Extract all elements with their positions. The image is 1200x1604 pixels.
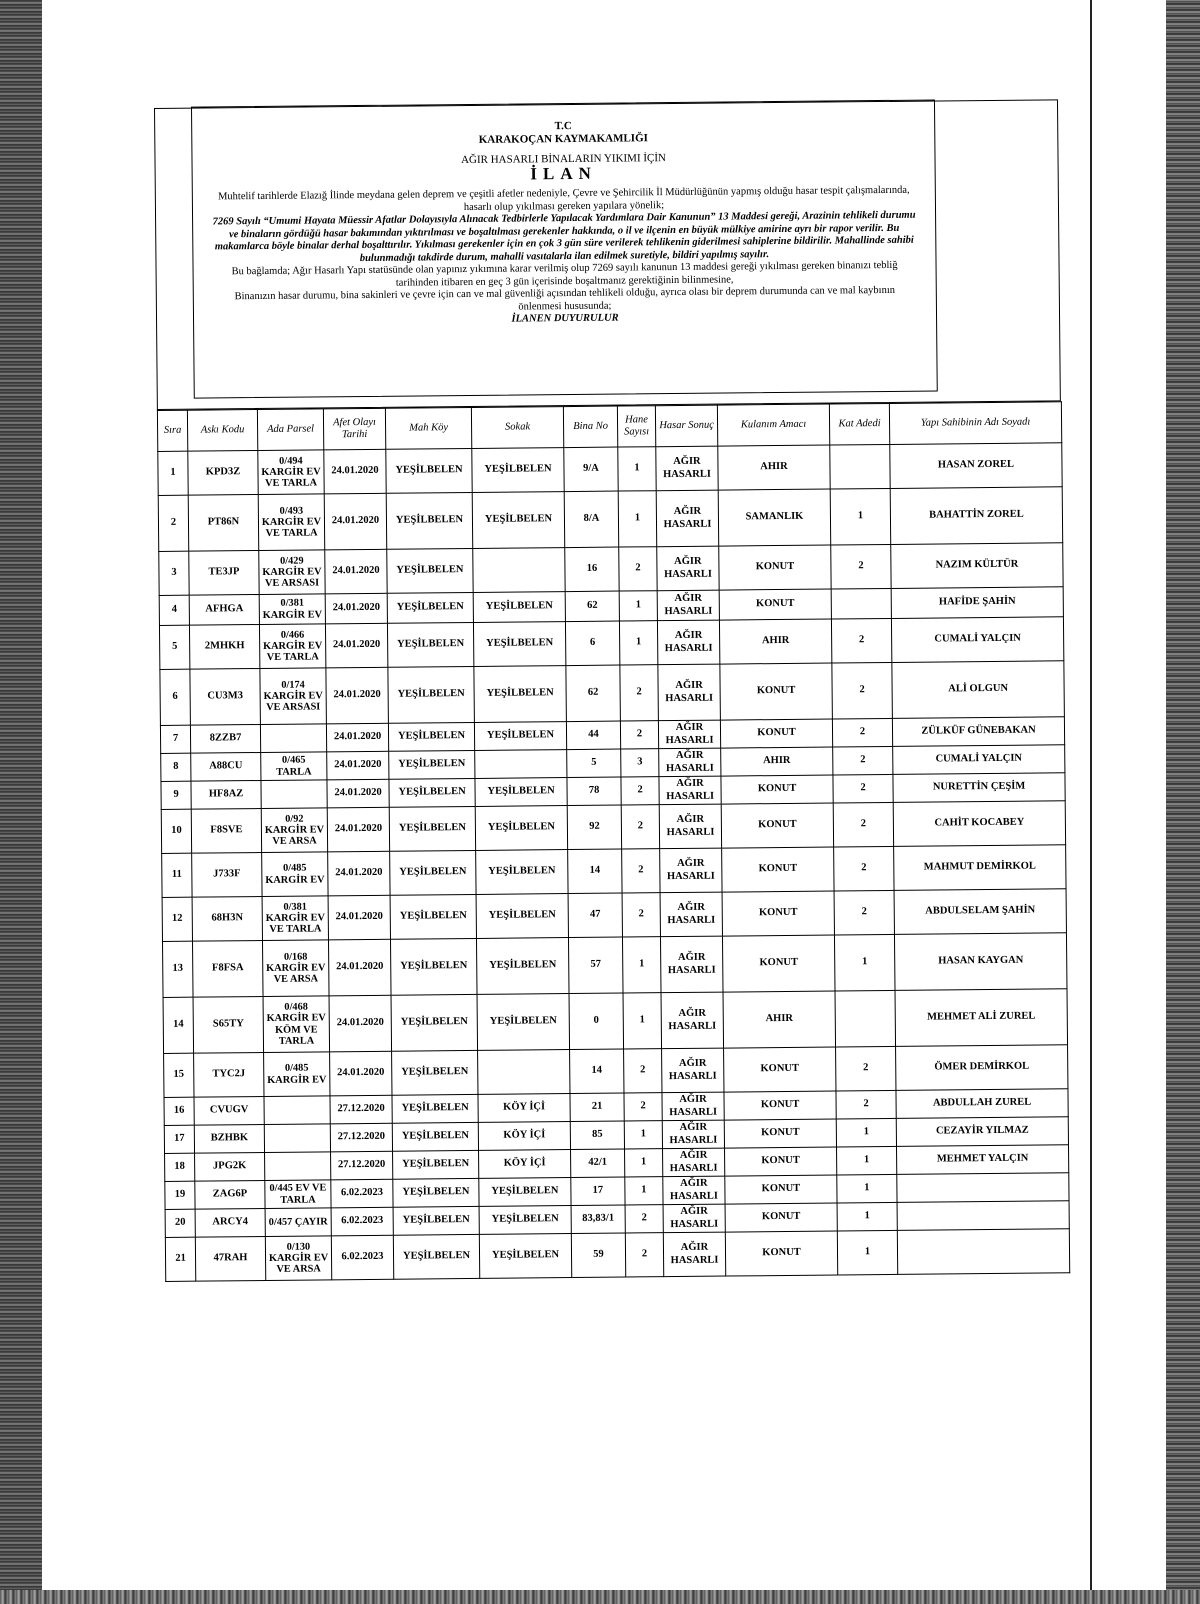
table-cell: 3 bbox=[159, 551, 189, 595]
table-cell: 2 bbox=[625, 1205, 663, 1233]
column-header: Sokak bbox=[471, 407, 563, 449]
table-cell: AĞIR HASARLI bbox=[662, 1120, 724, 1149]
table-cell bbox=[831, 588, 891, 619]
table-cell: YEŞİLBELEN bbox=[390, 894, 476, 939]
scan-border-right bbox=[1166, 0, 1200, 1604]
table-cell: 2 bbox=[620, 665, 659, 721]
table-cell: KONUT bbox=[722, 847, 834, 892]
table-cell: ÖMER DEMİRKOL bbox=[896, 1045, 1068, 1091]
table-cell: 2 bbox=[622, 849, 660, 893]
table-cell: 16 bbox=[164, 1097, 194, 1125]
table-cell: 2 bbox=[834, 890, 894, 935]
table-cell: 0/92 KARGİR EV VE ARSA bbox=[261, 808, 327, 853]
table-cell: 1 bbox=[836, 1118, 896, 1147]
table-cell: 24.01.2020 bbox=[330, 1051, 392, 1096]
table-cell: 4 bbox=[159, 595, 189, 625]
table-cell bbox=[264, 1124, 330, 1153]
table-cell: AHIR bbox=[723, 991, 836, 1048]
table-cell: 27.12.2020 bbox=[330, 1095, 392, 1124]
table-cell: 1 bbox=[622, 937, 661, 993]
table-cell: 0/168 KARGİR EV VE ARSA bbox=[262, 940, 329, 997]
table-cell: 10 bbox=[161, 809, 191, 853]
table-cell: 18 bbox=[165, 1153, 195, 1181]
table-cell: 2 bbox=[833, 746, 893, 775]
table-cell: YEŞİLBELEN bbox=[476, 894, 568, 939]
table-cell: 42/1 bbox=[571, 1149, 625, 1178]
table-cell: 27.12.2020 bbox=[331, 1151, 393, 1180]
table-cell: KONUT bbox=[720, 663, 833, 720]
table-cell: 1 bbox=[837, 1174, 897, 1203]
table-body bbox=[158, 443, 1070, 1282]
table-cell: AHIR bbox=[718, 445, 830, 490]
table-cell: AĞIR HASARLI bbox=[659, 776, 721, 805]
table-cell: 0/493 KARGİR EV VE TARLA bbox=[258, 494, 325, 551]
table-cell: 0/429 KARGİR EV VE ARSASI bbox=[259, 550, 325, 595]
table-cell: 24.01.2020 bbox=[325, 593, 387, 624]
table-cell: 24.01.2020 bbox=[328, 939, 391, 996]
table-cell: NURETTİN ÇEŞİM bbox=[893, 773, 1065, 803]
column-header: Kat Adedi bbox=[829, 403, 889, 445]
table-cell: 1 bbox=[625, 1177, 663, 1205]
table-cell bbox=[475, 750, 567, 779]
table-cell bbox=[260, 724, 326, 753]
table-cell: KÖY İÇİ bbox=[478, 1094, 570, 1123]
table-cell: AĞIR HASARLI bbox=[660, 892, 722, 937]
table-cell: 8 bbox=[161, 753, 191, 781]
table-cell: 19 bbox=[165, 1181, 195, 1209]
table-cell bbox=[264, 1096, 330, 1125]
table-cell: 83,83/1 bbox=[571, 1205, 625, 1234]
column-header: Bina No bbox=[563, 406, 617, 448]
column-header: Ada Parsel bbox=[257, 409, 323, 451]
table-cell: 2 bbox=[831, 544, 891, 589]
table-cell: KONUT bbox=[722, 891, 834, 936]
table-cell: AHIR bbox=[719, 619, 831, 664]
table-cell: YEŞİLBELEN bbox=[473, 622, 565, 667]
table-cell: AĞIR HASARLI bbox=[663, 1232, 725, 1277]
table-cell: YEŞİLBELEN bbox=[388, 666, 475, 723]
table-cell bbox=[897, 1229, 1069, 1275]
table-cell: KONUT bbox=[719, 545, 831, 590]
notice-subtitle: AĞIR HASARLI BİNALARIN YIKIMI İÇİN bbox=[460, 152, 667, 167]
table-cell: ABDULLAH ZUREL bbox=[896, 1089, 1068, 1119]
paper-edge-line bbox=[1090, 0, 1092, 1590]
table-cell: YEŞİLBELEN bbox=[389, 750, 475, 779]
demolition-table bbox=[157, 401, 1070, 1282]
table-cell: 2 bbox=[622, 893, 660, 937]
table-cell: 2 bbox=[832, 662, 893, 719]
table-cell: 0/485 KARGİR EV bbox=[264, 1052, 330, 1097]
table-cell: JPG2K bbox=[195, 1152, 265, 1181]
table-cell: KONUT bbox=[725, 1175, 837, 1204]
table-cell: YEŞİLBELEN bbox=[386, 492, 473, 549]
header-frame bbox=[154, 99, 1061, 410]
table-cell: AĞIR HASARLI bbox=[657, 590, 719, 621]
table-cell: AĞIR HASARLI bbox=[660, 848, 722, 893]
table-cell: YEŞİLBELEN bbox=[390, 850, 476, 895]
column-header: Hasar Sonuç bbox=[655, 405, 717, 447]
table-cell: 0/381 KARGİR EV bbox=[259, 594, 325, 625]
table-cell: 2 bbox=[833, 774, 893, 803]
table-cell: 2MHKH bbox=[189, 625, 259, 670]
column-header: Kulanım Amacı bbox=[717, 404, 829, 446]
table-cell: YEŞİLBELEN bbox=[479, 1206, 571, 1235]
table-cell: 0 bbox=[569, 993, 624, 1050]
column-header: Sıra bbox=[157, 410, 187, 451]
table-cell: KONUT bbox=[724, 1091, 836, 1120]
table-cell: HASAN ZOREL bbox=[890, 443, 1062, 489]
table-cell: 0/457 ÇAYIR bbox=[265, 1208, 331, 1237]
table-cell: YEŞİLBELEN bbox=[387, 592, 473, 623]
table-cell: 6 bbox=[565, 621, 619, 666]
table-cell: 1 bbox=[625, 1149, 663, 1177]
table-cell: YEŞİLBELEN bbox=[393, 1178, 479, 1207]
table-cell: AĞIR HASARLI bbox=[663, 1176, 725, 1205]
table-cell: CU3M3 bbox=[190, 669, 261, 726]
table-cell: 8/A bbox=[564, 491, 619, 548]
table-cell: 13 bbox=[163, 941, 194, 997]
table-cell: 2 bbox=[619, 547, 657, 591]
notice-title: İLAN bbox=[530, 163, 597, 183]
table-cell: KPD3Z bbox=[188, 451, 258, 496]
table-cell: 1 bbox=[619, 591, 657, 621]
table-cell: 2 bbox=[624, 1093, 662, 1121]
table-cell: 15 bbox=[164, 1053, 194, 1097]
table-cell: AĞIR HASARLI bbox=[656, 490, 719, 547]
table-cell: 17 bbox=[571, 1177, 625, 1206]
notice-authority: KARAKOÇAN KAYMAKAMLIĞI bbox=[478, 131, 648, 146]
table-cell: 24.01.2020 bbox=[327, 807, 389, 852]
table-cell: NAZIM KÜLTÜR bbox=[891, 543, 1063, 589]
table-cell bbox=[897, 1173, 1069, 1203]
table-cell: 2 bbox=[833, 802, 893, 847]
table-cell: 0/494 KARGİR EV VE TARLA bbox=[258, 450, 324, 495]
table-cell: 24.01.2020 bbox=[325, 623, 387, 668]
table-cell: KONUT bbox=[724, 1047, 836, 1092]
table-cell: YEŞİLBELEN bbox=[473, 592, 565, 623]
table-cell: 1 bbox=[837, 1146, 897, 1175]
table-cell bbox=[473, 548, 565, 593]
table-cell: 24.01.2020 bbox=[326, 723, 388, 752]
table-cell: 6.02.2023 bbox=[331, 1207, 393, 1236]
table-cell: 0/445 EV VE TARLA bbox=[265, 1180, 331, 1209]
table-cell: 2 bbox=[831, 618, 891, 663]
table-cell: 47 bbox=[568, 893, 622, 938]
table-cell: YEŞİLBELEN bbox=[472, 492, 565, 549]
table-cell: YEŞİLBELEN bbox=[389, 778, 475, 807]
table-cell: YEŞİLBELEN bbox=[387, 548, 473, 593]
table-cell: 1 bbox=[618, 491, 657, 547]
table-cell: TE3JP bbox=[189, 551, 259, 596]
table-cell: KONUT bbox=[719, 589, 831, 620]
table-cell: 2 bbox=[836, 1090, 896, 1119]
table-cell: 24.01.2020 bbox=[326, 667, 389, 724]
table-cell: A88CU bbox=[191, 753, 261, 782]
table-cell: 14 bbox=[570, 1049, 624, 1094]
table-cell: 78 bbox=[567, 777, 621, 806]
table-cell: 1 bbox=[619, 621, 657, 665]
table-cell: MEHMET ALİ ZUREL bbox=[895, 989, 1068, 1047]
table-cell: YEŞİLBELEN bbox=[472, 448, 564, 493]
table-cell: YEŞİLBELEN bbox=[389, 806, 475, 851]
table-cell: 11 bbox=[162, 853, 192, 897]
table-cell: YEŞİLBELEN bbox=[477, 994, 570, 1051]
table-cell: YEŞİLBELEN bbox=[387, 622, 473, 667]
table-row bbox=[160, 661, 1064, 726]
table-cell: 0/466 KARGİR EV VE TARLA bbox=[259, 624, 325, 669]
table-cell: AĞIR HASARLI bbox=[659, 804, 721, 849]
table-cell: 14 bbox=[568, 849, 622, 894]
table-cell: 1 bbox=[834, 934, 895, 991]
table-cell: YEŞİLBELEN bbox=[474, 666, 567, 723]
table-cell: 1 bbox=[837, 1202, 897, 1231]
table-cell: HF8AZ bbox=[191, 781, 261, 810]
table-cell: AFHGA bbox=[189, 595, 259, 626]
table-cell: CAHİT KOCABEY bbox=[893, 801, 1065, 847]
table-cell: YEŞİLBELEN bbox=[391, 994, 478, 1051]
notice-line-tc: T.C bbox=[554, 119, 572, 133]
table-cell: AĞIR HASARLI bbox=[657, 546, 719, 591]
table-cell: YEŞİLBELEN bbox=[393, 1234, 479, 1279]
table-cell: KONUT bbox=[725, 1203, 837, 1232]
table-cell: 6.02.2023 bbox=[331, 1179, 393, 1208]
table-cell: 0/465 TARLA bbox=[261, 752, 327, 781]
table-cell: 2 bbox=[158, 495, 189, 551]
table-cell: 24.01.2020 bbox=[328, 851, 390, 896]
table-cell: 1 bbox=[623, 993, 662, 1049]
table-cell: YEŞİLBELEN bbox=[390, 938, 477, 995]
table-cell: CVUGV bbox=[194, 1096, 264, 1125]
table-cell: F8SVE bbox=[191, 809, 261, 854]
table-cell: 8ZZB7 bbox=[190, 725, 260, 754]
column-header: Afet Olayı Tarihi bbox=[323, 408, 385, 450]
table-cell: YEŞİLBELEN bbox=[476, 850, 568, 895]
table-cell: ZAG6P bbox=[195, 1180, 265, 1209]
column-header: Hane Sayısı bbox=[617, 406, 655, 447]
column-header: Askı Kodu bbox=[187, 410, 257, 452]
table-cell bbox=[478, 1050, 570, 1095]
scan-border-bottom bbox=[0, 1590, 1200, 1604]
notice-paragraph-1: Muhtelif tarihlerde Elazığ İlinde meydana gelen deprem ve çeşitli afetler nedeniyle, Çevre ve Şehircilik İl Müdürlüğünün yapmış olduğu hasar tespit çalışmalarında, hasarlı olup yıkılması gereken yapılara yönelik; bbox=[217, 184, 910, 213]
table-cell: YEŞİLBELEN bbox=[392, 1050, 478, 1095]
table-cell: AĞIR HASARLI bbox=[663, 1148, 725, 1177]
table-cell bbox=[835, 990, 896, 1047]
table-cell: 57 bbox=[568, 937, 623, 994]
table-cell: 6 bbox=[160, 669, 191, 725]
table-cell: 0/485 KARGİR EV bbox=[262, 852, 328, 897]
table-cell: YEŞİLBELEN bbox=[393, 1150, 479, 1179]
table-cell: YEŞİLBELEN bbox=[479, 1178, 571, 1207]
table-cell: YEŞİLBELEN bbox=[393, 1206, 479, 1235]
table-cell bbox=[897, 1201, 1069, 1231]
table-cell: 21 bbox=[570, 1093, 624, 1122]
table-cell: 20 bbox=[165, 1209, 195, 1237]
table-cell: 2 bbox=[832, 718, 892, 747]
table-cell: 24.01.2020 bbox=[327, 751, 389, 780]
table-cell: AHIR bbox=[721, 747, 833, 776]
table-cell: YEŞİLBELEN bbox=[392, 1122, 478, 1151]
table-cell: AĞIR HASARLI bbox=[663, 1204, 725, 1233]
notice-paragraph-3: Bu bağlamda; Ağır Hasarlı Yapı statüsünde olan yapınız yıkımına karar verilmiş olup 7269 sayılı kanunun 13 maddesi gereği yıkılması gereken binanızı tebliğ tarihinden itibaren en geç 3 gün içerisinde boşaltmanız gerektiğinin bilinmesine, bbox=[231, 259, 898, 289]
table-cell: KONUT bbox=[724, 1119, 836, 1148]
table-cell: F8FSA bbox=[192, 940, 263, 997]
table-cell: 1 bbox=[158, 451, 188, 495]
table-cell: YEŞİLBELEN bbox=[474, 722, 566, 751]
table-row bbox=[163, 933, 1067, 998]
table-cell: 21 bbox=[165, 1237, 195, 1281]
table-cell: ARCY4 bbox=[195, 1208, 265, 1237]
table-cell: AĞIR HASARLI bbox=[657, 620, 719, 665]
table-cell: KONUT bbox=[725, 1231, 837, 1276]
table-cell: 9/A bbox=[564, 447, 618, 492]
scan-border-left bbox=[0, 0, 42, 1604]
table-cell: BAHATTİN ZOREL bbox=[890, 487, 1063, 545]
table-cell: YEŞİLBELEN bbox=[392, 1094, 478, 1123]
table-cell: MEHMET YALÇIN bbox=[897, 1145, 1069, 1175]
table-cell: ABDULSELAM ŞAHİN bbox=[894, 889, 1066, 935]
table-cell: 2 bbox=[625, 1233, 663, 1277]
table-cell: AĞIR HASARLI bbox=[662, 1048, 724, 1093]
notice-box bbox=[191, 100, 938, 399]
table-cell: KONUT bbox=[722, 935, 835, 992]
table-cell: CUMALİ YALÇIN bbox=[893, 745, 1065, 775]
table-cell: SAMANLIK bbox=[718, 489, 831, 546]
document-page bbox=[154, 99, 1069, 1282]
table-cell: 68H3N bbox=[192, 896, 262, 941]
table-cell: 5 bbox=[567, 749, 621, 778]
table-cell: 12 bbox=[162, 897, 192, 941]
table-cell: CEZAYİR YILMAZ bbox=[896, 1117, 1068, 1147]
table-cell: BZHBK bbox=[194, 1124, 264, 1153]
table-cell: AĞIR HASARLI bbox=[656, 446, 718, 491]
table-cell: AĞIR HASARLI bbox=[658, 664, 721, 721]
table-row bbox=[165, 1229, 1069, 1282]
table-cell bbox=[830, 444, 890, 489]
table-cell: 2 bbox=[620, 721, 658, 749]
table-cell: 1 bbox=[624, 1121, 662, 1149]
table-cell: 24.01.2020 bbox=[328, 895, 390, 940]
table-cell: 5 bbox=[159, 625, 189, 669]
table-row bbox=[163, 989, 1067, 1054]
table-cell: 24.01.2020 bbox=[327, 779, 389, 808]
table-cell: 16 bbox=[565, 547, 619, 592]
table-cell: YEŞİLBELEN bbox=[388, 722, 474, 751]
table-cell: 1 bbox=[837, 1230, 897, 1275]
table-cell: 2 bbox=[621, 805, 659, 849]
table-cell: HASAN KAYGAN bbox=[894, 933, 1067, 991]
column-header: Yapı Sahibinin Adı Soyadı bbox=[889, 402, 1061, 445]
table-cell: 27.12.2020 bbox=[330, 1123, 392, 1152]
table-cell: 1 bbox=[830, 488, 891, 545]
table-cell: 24.01.2020 bbox=[329, 995, 392, 1052]
table-cell: MAHMUT DEMİRKOL bbox=[894, 845, 1066, 891]
table-cell: 59 bbox=[571, 1233, 625, 1278]
table-cell: ALİ OLGUN bbox=[892, 661, 1065, 719]
table-cell: 2 bbox=[624, 1049, 662, 1093]
table-cell: 62 bbox=[566, 665, 621, 722]
table-cell: AĞIR HASARLI bbox=[658, 720, 720, 749]
table-cell: 3 bbox=[621, 749, 659, 777]
table-cell: 9 bbox=[161, 781, 191, 809]
table-cell: CUMALİ YALÇIN bbox=[891, 617, 1063, 663]
table-cell: KONUT bbox=[721, 803, 833, 848]
table-cell: KONUT bbox=[725, 1147, 837, 1176]
table-cell: 2 bbox=[834, 846, 894, 891]
table-cell: 0/174 KARGİR EV VE ARSASI bbox=[260, 668, 327, 725]
notice-paragraph-2: 7269 Sayılı “Umumi Hayata Müessir Afatlar Dolayısıyla Alınacak Tedbirlerle Yapılacak Yardımlara Dair Kanunun” 13 Maddesi gereği, Arazinin tehlikeli durumu ve binaların gördüğü hasar bakımından yıktırılması ve boşaltılması gerekenler hakkında, o il ve ilçenin en büyük mülkiye amirine ayrı bir rapor verilir. Bu makamlarca böyle binalar derhal boşalttırılır. Yıkılması gerekenler için en çok 3 gün süre verilerek tehlikenin giderilmesi sahiplerine bildirilir. Mahallinde sahibi bulunmadığı takdirde durum, mahalli vasıtalarla ilan edilmek suretiyle, bildiri yapılmış sayılır. bbox=[212, 209, 916, 264]
table-cell: ZÜLKÜF GÜNEBAKAN bbox=[892, 717, 1064, 747]
table-cell: J733F bbox=[192, 853, 262, 898]
table-cell: 17 bbox=[164, 1125, 194, 1153]
table-cell: 24.01.2020 bbox=[324, 449, 386, 494]
table-cell: 14 bbox=[163, 997, 194, 1053]
notice-paragraph-4: Binanızın hasar durumu, bina sakinleri ve çevre için can ve mal güvenliği açısından tehlikeli olduğu, ayrıca olası bir deprem durumunda can ve mal kaybının önlenmesi hususunda; bbox=[234, 284, 896, 313]
table-cell: 47RAH bbox=[195, 1236, 265, 1281]
table-cell: AĞIR HASARLI bbox=[659, 748, 721, 777]
table-cell: AĞIR HASARLI bbox=[660, 936, 723, 993]
table-cell: 1 bbox=[618, 447, 656, 491]
table-cell: 85 bbox=[570, 1121, 624, 1150]
table-cell: 92 bbox=[567, 805, 621, 850]
table-cell: YEŞİLBELEN bbox=[479, 1234, 571, 1279]
table-cell: AĞIR HASARLI bbox=[661, 992, 724, 1049]
table-cell: 7 bbox=[160, 725, 190, 753]
table-cell: KONUT bbox=[721, 775, 833, 804]
table-cell: 62 bbox=[565, 591, 619, 622]
table-cell: KÖY İÇİ bbox=[479, 1150, 571, 1179]
table-cell: AĞIR HASARLI bbox=[662, 1092, 724, 1121]
table-cell: 24.01.2020 bbox=[325, 549, 387, 594]
table-cell bbox=[261, 780, 327, 809]
table-cell: YEŞİLBELEN bbox=[475, 806, 567, 851]
table-cell: YEŞİLBELEN bbox=[386, 448, 472, 493]
table-cell: 0/381 KARGİR EV VE TARLA bbox=[262, 896, 328, 941]
table-cell: 24.01.2020 bbox=[324, 493, 387, 550]
table-cell: PT86N bbox=[188, 495, 259, 552]
table-cell bbox=[265, 1152, 331, 1181]
table-cell: 2 bbox=[836, 1046, 896, 1091]
table-cell: YEŞİLBELEN bbox=[475, 778, 567, 807]
table-row bbox=[158, 487, 1062, 552]
notice-closing: İLANEN DUYURULUR bbox=[511, 312, 619, 325]
table-cell: TYC2J bbox=[194, 1052, 264, 1097]
table-cell: YEŞİLBELEN bbox=[476, 938, 569, 995]
table-cell: S65TY bbox=[193, 996, 264, 1053]
table-cell: 0/130 KARGİR EV VE ARSA bbox=[265, 1236, 331, 1281]
table-cell: KONUT bbox=[720, 719, 832, 748]
table-cell: KÖY İÇİ bbox=[478, 1122, 570, 1151]
table-cell: HAFİDE ŞAHİN bbox=[891, 587, 1063, 619]
table-cell: 2 bbox=[621, 777, 659, 805]
table-cell: 44 bbox=[566, 721, 620, 750]
table-cell: 0/468 KARGİR EV KÖM VE TARLA bbox=[263, 996, 330, 1053]
table-cell: 6.02.2023 bbox=[331, 1235, 393, 1280]
column-header: Mah Köy bbox=[385, 407, 471, 449]
